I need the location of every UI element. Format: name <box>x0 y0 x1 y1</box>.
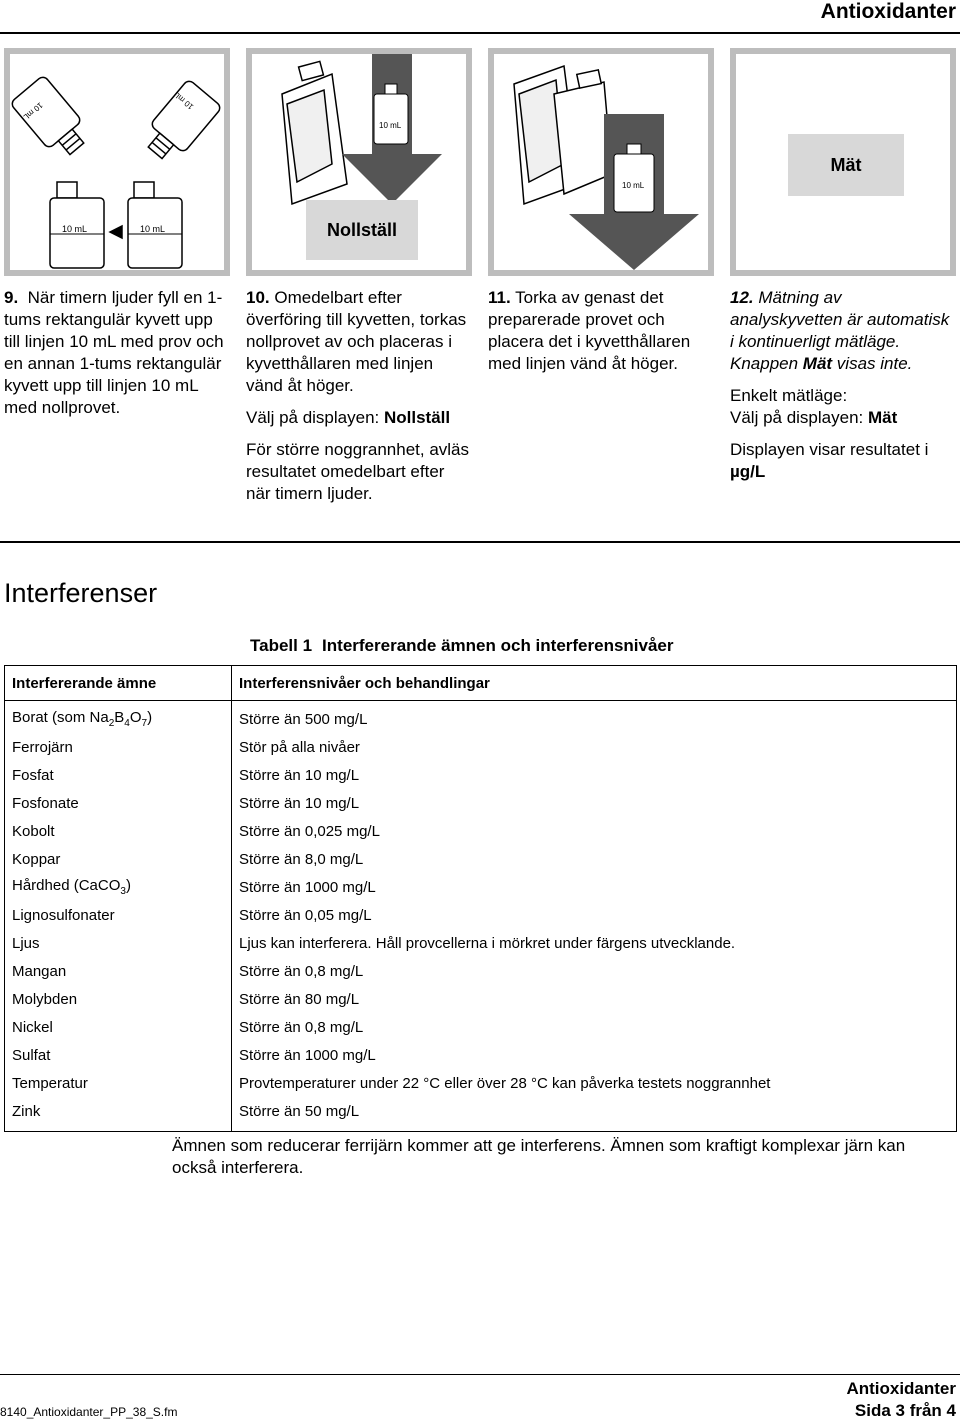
cell-substance: Zink <box>5 1097 232 1132</box>
bottle-right-label: 10 mL <box>140 224 166 234</box>
step-12 <box>730 287 956 493</box>
footer-filename: 8140_Antioxidanter_PP_38_S.fm <box>0 1405 178 1419</box>
table-caption-label: Tabell 1 <box>250 636 313 655</box>
cell-level: Större än 8,0 mg/L <box>239 850 364 868</box>
cuvette-label-p2: 10 mL <box>379 121 402 130</box>
cell-substance: Molybden <box>5 985 232 1013</box>
header-substance: Interfererande ämne <box>5 666 232 701</box>
table-row <box>5 873 957 901</box>
table-row <box>5 701 957 734</box>
section-title: Interferenser <box>4 578 158 608</box>
step-9-number: 9. <box>4 288 19 307</box>
step-12-select-key: Mät <box>867 408 898 427</box>
display-mat: Mät <box>788 134 904 196</box>
cell-substance: Temperatur <box>5 1069 232 1097</box>
step-10-tip: För större noggrannhet, avläs resultatet omedelbart efter när timern ljuder. <box>246 440 470 503</box>
table-row <box>5 817 957 845</box>
footer-rule <box>0 1374 960 1375</box>
step-10-select-prefix: Välj på displayen: <box>246 408 384 427</box>
table-row <box>5 1097 957 1132</box>
cell-substance: Nickel <box>5 1013 232 1041</box>
tilt-bottle-left-label: 10 mL <box>21 100 45 122</box>
illustration-fill-cuvettes <box>4 48 230 276</box>
bottle-left-label: 10 mL <box>62 224 88 234</box>
cell-level: Stör på alla nivåer <box>239 738 360 756</box>
step-12-italic-a: Mätning av analyskyvetten är automatisk i kontinuerligt mätläge. Knappen <box>730 288 950 373</box>
cell-substance: Ljus <box>5 929 232 957</box>
step-12-number: 12. <box>730 288 754 307</box>
header-level: Interferensnivåer och behandlingar <box>232 666 957 701</box>
cell-level: Större än 0,025 mg/L <box>239 822 380 840</box>
step-10-text: Omedelbart efter överföring till kyvetten, torkas nollprovet av och placeras i kyvetthållaren med linjen vänd åt höger. <box>246 288 467 395</box>
step-12-result-prefix: Displayen visar resultatet i <box>730 440 929 459</box>
illustration-wipe-sample <box>488 48 714 276</box>
table-row <box>5 957 957 985</box>
cell-substance: Lignosulfonater <box>5 901 232 929</box>
cell-substance: Kobolt <box>5 817 232 845</box>
cell-substance: Fosfonate <box>5 789 232 817</box>
illustration-wipe-blank <box>246 48 472 276</box>
step-12-mode: Enkelt mätläge: <box>730 386 848 405</box>
step-10-select-key: Nollställ <box>383 408 451 427</box>
cell-level: Större än 0,05 mg/L <box>239 906 372 924</box>
step-10-number: 10. <box>246 288 270 307</box>
cell-substance: Mangan <box>5 957 232 985</box>
illustration-measure <box>730 48 956 276</box>
cell-substance-hardhed: Hårdhed (CaCO$_3$) <box>5 873 232 901</box>
cell-level: Större än 1000 mg/L <box>239 1046 376 1064</box>
step-9-text: När timern ljuder fyll en 1-tums rektangulär kyvett upp till linjen 10 mL med prov och en annan 1-tums rektangulär kyvett upp till linjen 10 mL med nollprovet. <box>4 288 224 417</box>
section-rule <box>0 541 960 543</box>
page-header-title: Antioxidanter <box>820 0 956 23</box>
table-row <box>5 1013 957 1041</box>
table-caption <box>250 636 674 656</box>
tilt-bottle-right-label: 10 mL <box>172 90 196 112</box>
step-12-select-prefix: Välj på displayen: <box>730 408 868 427</box>
table-row <box>5 929 957 957</box>
table-row <box>5 1069 957 1097</box>
step-12-italic-key: Mät <box>802 354 833 373</box>
step-10 <box>246 287 472 515</box>
display-nollstall: Nollställ <box>306 200 418 260</box>
step-11 <box>488 287 714 385</box>
step-12-result-unit: µg/L <box>730 462 766 481</box>
table-caption-title: Interfererande ämnen och interferensnivåer <box>322 636 674 655</box>
footer-page-number: Sida 3 från 4 <box>854 1401 956 1420</box>
table-header-row <box>5 666 957 701</box>
cell-level: Större än 0,8 mg/L <box>239 1018 364 1036</box>
table-row <box>5 985 957 1013</box>
step-11-text: Torka av genast det preparerade provet och placera det i kyvetthållaren med linjen vänd åt höger. <box>488 288 691 373</box>
footer-title: Antioxidanter <box>846 1379 956 1398</box>
cell-substance: Ferrojärn <box>5 733 232 761</box>
cell-level: Större än 10 mg/L <box>239 794 360 812</box>
table-row <box>5 1041 957 1069</box>
cell-level: Större än 10 mg/L <box>239 766 360 784</box>
interference-table <box>4 665 957 1132</box>
cell-substance-borat: Borat (som $Na_2B_4O_7$) <box>5 701 232 734</box>
step-12-italic-b: visas inte. <box>832 354 913 373</box>
cell-level: Större än 80 mg/L <box>239 990 360 1008</box>
cell-level: Större än 50 mg/L <box>239 1102 360 1120</box>
table-row <box>5 761 957 789</box>
interference-note: Ämnen som reducerar ferrijärn kommer att ge interferens. Ämnen som kraftigt komplexar järn kan också interferera. <box>172 1136 906 1177</box>
step-11-number: 11. <box>488 288 511 307</box>
table-row <box>5 733 957 761</box>
cell-substance: Koppar <box>5 845 232 873</box>
cell-level: Provtemperaturer under 22 °C eller över 28 °C kan påverka testets noggrannhet <box>239 1074 771 1092</box>
table-row <box>5 845 957 873</box>
cell-level: Större än 0,8 mg/L <box>239 962 364 980</box>
cell-substance: Sulfat <box>5 1041 232 1069</box>
table-row <box>5 901 957 929</box>
cell-level: Ljus kan interferera. Håll provcellerna i mörkret under färgens utvecklande. <box>239 934 736 952</box>
cell-level: Större än 500 mg/L <box>239 710 368 728</box>
step-9 <box>4 287 230 429</box>
table-row <box>5 789 957 817</box>
header-rule <box>0 32 960 34</box>
cell-substance: Fosfat <box>5 761 232 789</box>
cell-level: Större än 1000 mg/L <box>239 878 376 896</box>
cuvette-label-p3: 10 mL <box>622 181 645 190</box>
